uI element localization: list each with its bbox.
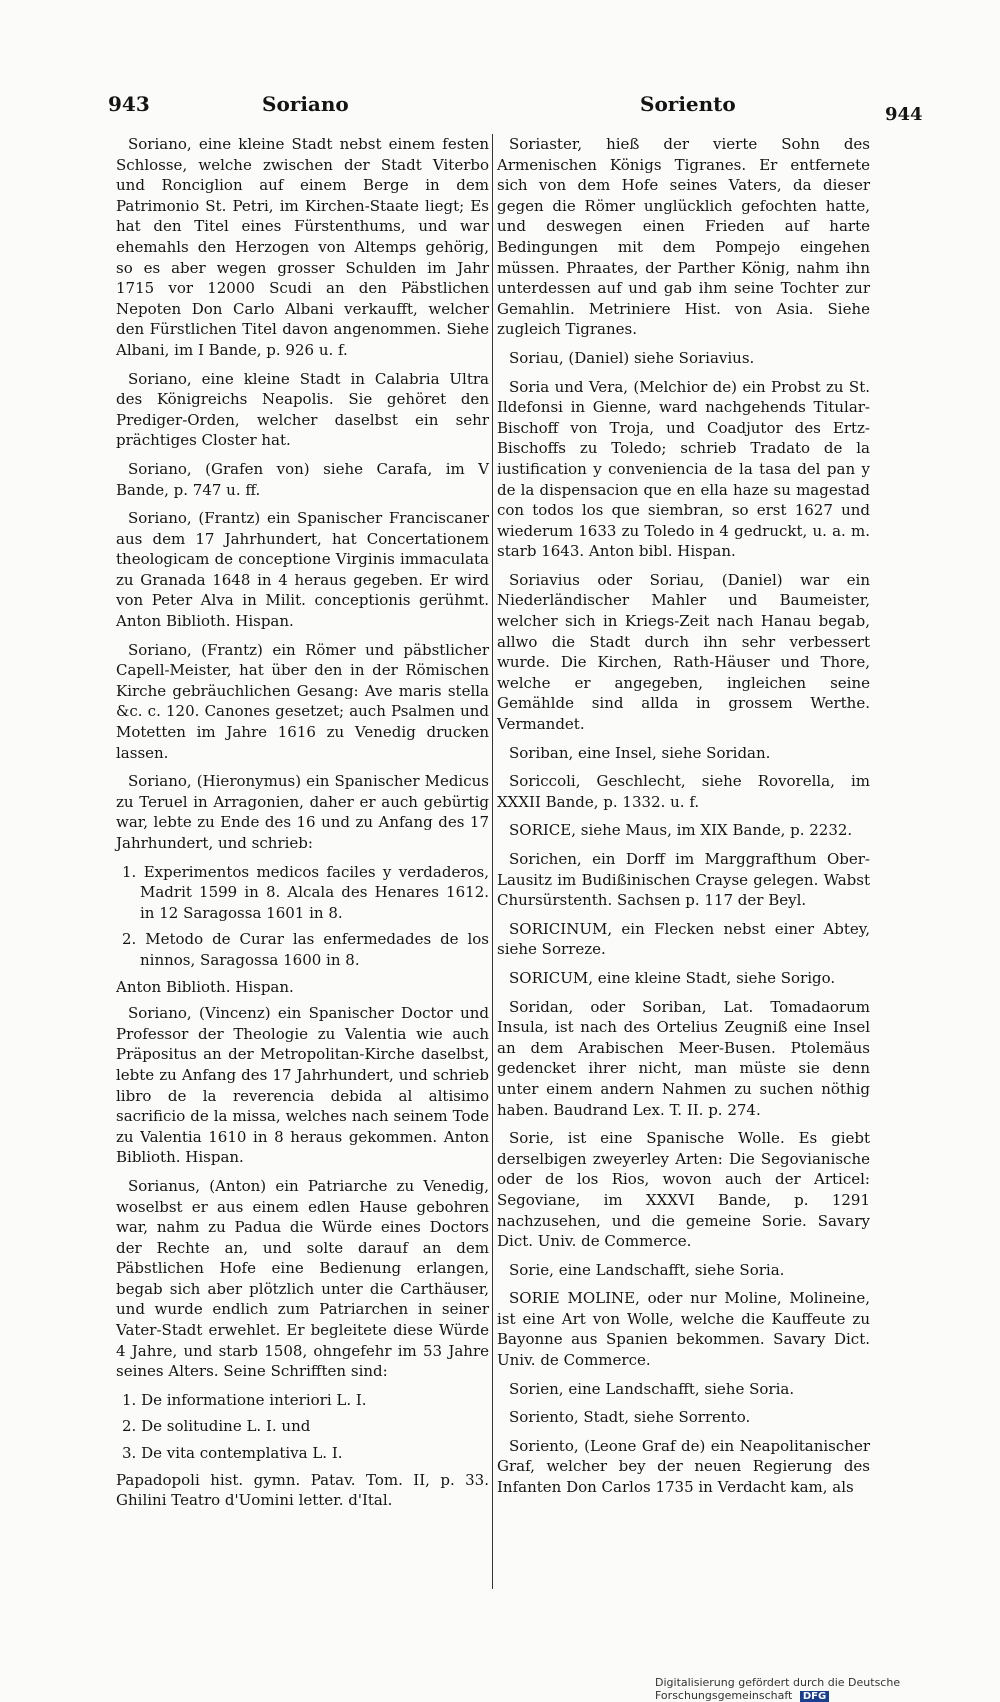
list-item: 2. De solitudine L. I. und <box>122 1417 311 1436</box>
entry-paragraph: Soriano, (Frantz) ein Spanischer Franciscaner aus dem 17 Jahrhundert, hat Concertationem theologicam de conceptione Virginis immaculata zu Granada 1648 in 4 heraus gegeben. Er wird von Peter Alva in Milit. conceptionis gerühmt. Anton Biblioth. Hispan. <box>116 509 489 631</box>
entry-paragraph: Sorientο, Stadt, siehe Sorrento. <box>509 1408 751 1427</box>
entry-paragraph: Soriano, (Hieronymus) ein Spanischer Medicus zu Teruel in Arragonien, daher er auch gebürtig war, lebte zu Ende des 16 und zu Anfang des 17 Jahrhundert, und schrieb: <box>116 772 489 852</box>
right-column <box>497 134 870 1506</box>
list-item: 1. Experimentos medicos faciles y verdaderos, Madrit 1599 in 8. Alcala des Henares 1612. in 12 Saragossa 1601 in 8. <box>122 862 489 922</box>
entry-paragraph: Soriento, (Leone Graf de) ein Neapolitanischer Graf, welcher bey der neuen Regierung des Infanten Don Carlos 1735 in Verdacht kam, als <box>497 1436 870 1497</box>
entry-paragraph: Soria und Vera, (Melchior de) ein Probst zu St. Ildefonsi in Gienne, ward nachgehends Titular-Bischoff von Troja, und Coadjutor des Ertz-Bischoffs zu Toledo; schrieb Tradato de la iustification y conveniencia de la tasa del pan y de la dispensacion que en ella haze su magestad con todos los que siembran, so erst 1627 und wiederum 1633 zu Toledo in 4 gedruckt, u. a. m. starb 1643. Anton bibl. Hispan. <box>497 377 870 561</box>
page-number-right: 944 <box>885 104 923 125</box>
entry-paragraph: SORIE MOLINE, oder nur Moline, Molineine, ist eine Art von Wolle, welche die Kauffeute zu Bayonne aus Spanien bekommen. Savary Dict. Univ. de Commerce. <box>497 1289 870 1370</box>
entry-paragraph: Soriano, (Frantz) ein Römer und päbstlicher Capell-Meister, hat über den in der Römischen Kirche gebräuchlichen Gesang: Ave maris stella &c. c. 120. Canones gesetzet; auch Psalmen und Motetten im Jahre 1616 zu Venedig drucken lassen. <box>116 640 489 762</box>
entry-paragraph: Soriano, eine kleine Stadt nebst einem festen Schlosse, welche zwischen der Stadt Viterbo und Ronciglion auf einem Berge in dem Patrimonio St. Petri, im Kirchen-Staate liegt; Es hat den Titel eines Fürstenthums, und war ehemahls den Herzogen von Altemps gehörig, so es aber wegen grosser Schulden im Jahr 1715 vor 12000 Scudi an den Päbstlichen Nepoten Don Carlo Albani verkaufft, welcher den Fürstlichen Titel davon angenommen. Siehe Albani, im I Bande, p. 926 u. f. <box>116 135 489 359</box>
entry-paragraph: Soriccoli, Geschlecht, siehe Rovorella, im XXXII Bande, p. 1332. u. f. <box>497 772 870 811</box>
dfg-logo: DFG <box>800 1691 829 1702</box>
entry-paragraph: Soriaster, hieß der vierte Sohn des Armenischen Königs Tigranes. Er entfernete sich von dem Hofe seines Vaters, da dieser gegen die Römer unglücklich gefochten hatte, und deswegen einen Frieden auf harte Bedingungen mit dem Pompejo eingehen müssen. Phraates, der Parther König, nahm ihn unterdessen auf und gab ihm seine Tochter zur Gemahlin. Metriniere Hist. von Asia. Siehe zugleich Tigranes. <box>497 135 870 339</box>
list-item: 2. Metodo de Curar las enfermedades de los ninnos, Saragossa 1600 in 8. <box>122 930 489 969</box>
entry-paragraph: SORICE, siehe Maus, im XIX Bande, p. 2232. <box>509 821 853 840</box>
entry-paragraph: Soriban, eine Insel, siehe Soridan. <box>509 743 771 762</box>
entry-paragraph: Anton Biblioth. Hispan. <box>116 977 294 996</box>
entry-paragraph: Sorien, eine Landschafft, siehe Soria. <box>509 1379 795 1398</box>
entry-paragraph: Soriano, (Grafen von) siehe Carafa, im V Bande, p. 747 u. ff. <box>116 459 489 499</box>
entry-paragraph: Sorie, eine Landschafft, siehe Soria. <box>509 1260 785 1279</box>
entry-paragraph: Sorianus, (Anton) ein Patriarche zu Venedig, woselbst er aus einem edlen Hause gebohren war, nahm zu Padua die Würde eines Doctors der Rechte an, und solte darauf an dem Päbstlichen Hofe eine Bedienung erlangen, begab sich aber plötzlich unter die Carthäuser, und wurde endlich zum Patriarchen in seiner Vater-Stadt erwehlet. Er begleitete diese Würde 4 Jahre, und starb 1508, ohngefehr im 53 Jahre seines Alters. Seine Schrifften sind: <box>116 1176 489 1381</box>
column-divider <box>492 134 493 1589</box>
entry-paragraph: Sorichen, ein Dorff im Marggrafthum Ober-Lausitz im Budißinischen Crayse gelegen. Wabst Chursürstenth. Sachsen p. 117 der Beyl. <box>497 850 870 910</box>
footer-text: Digitalisierung gefördert durch die Deutsche Forschungsgemeinschaft <box>655 1676 901 1702</box>
footer-credit <box>655 1676 1000 1702</box>
running-head-right: Sorientο <box>640 92 736 116</box>
entry-paragraph: SORICUM, eine kleine Stadt, siehe Sorigo. <box>509 968 836 987</box>
entry-paragraph: Soriau, (Daniel) siehe Soriavius. <box>509 348 755 367</box>
entry-paragraph: Soridan, oder Soriban, Lat. Tomadaorum Insula, ist nach des Ortelius Zeugniß eine Insel an dem Arabischen Meer-Busen. Ptolemäus gedencket ihrer nicht, man müste sie denn unter einem andern Nahmen zu suchen nöthig haben. Baudrand Lex. T. II. p. 274. <box>497 997 870 1119</box>
entry-paragraph: SORICINUM, ein Flecken nebst einer Abtey, siehe Sorreze. <box>497 919 870 959</box>
running-head-left: Soriano <box>262 92 349 116</box>
list-item: 1. De informatione interiori L. I. <box>122 1390 367 1409</box>
entry-paragraph: Soriano, eine kleine Stadt in Calabria Ultra des Königreichs Neapolis. Sie gehöret den Prediger-Orden, welcher daselbst ein sehr prächtiges Closter hat. <box>116 369 489 450</box>
list-item: 3. De vita contemplativa L. I. <box>122 1444 343 1463</box>
entry-paragraph: Sorie, ist eine Spanische Wolle. Es giebt derselbigen zweyerley Arten: Die Segovianische oder de los Rios, wovon auch der Articel: Segoviane, im XXXVI Bande, p. 1291 nachzusehen, und die gemeine Sorie. Savary Dict. Univ. de Commerce. <box>497 1129 870 1251</box>
left-column <box>116 134 489 1517</box>
entry-paragraph: Soriano, (Vincenz) ein Spanischer Doctor und Professor der Theologie zu Valentia wie auch Präpositus an der Metropolitan-Kirche daselbst, lebte zu Anfang des 17 Jahrhundert, und schrieb libro de la reverencia debida al altisimo sacrificio de la missa, welches nach seinem Tode zu Valentia 1610 in 8 heraus gekommen. Anton Biblioth. Hispan. <box>116 1004 489 1167</box>
page-number-left: 943 <box>108 92 150 116</box>
entry-paragraph: Soriavius oder Soriau, (Daniel) war ein Niederländischer Mahler und Baumeister, welcher sich in Kriegs-Zeit nach Hanau begab, allwo die Stadt durch ihn sehr verbessert wurde. Die Kirchen, Rath-Häuser und Thore, welche er angegeben, ingleichen seine Gemählde sind allda in grossem Werthe. Vermandet. <box>497 570 870 734</box>
page-header <box>0 92 1000 132</box>
entry-paragraph: Papadopoli hist. gymn. Patav. Tom. II, p. 33. Ghilini Teatro d'Uomini letter. d'Ital. <box>116 1470 489 1510</box>
